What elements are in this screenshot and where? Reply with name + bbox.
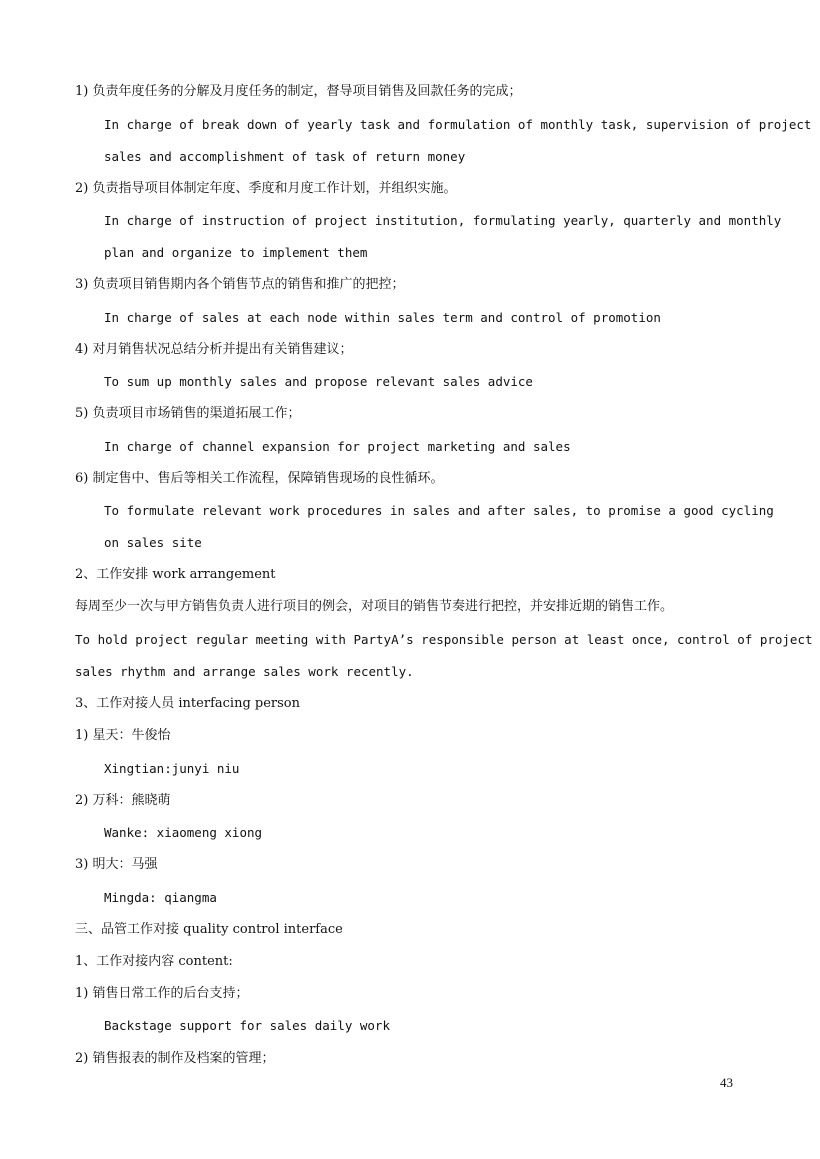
contact-1-en: Xingtian:junyi niu xyxy=(104,761,240,776)
item-2-zh: 2) 负责指导项目体制定年度、季度和月度工作计划，并组织实施。 xyxy=(75,181,457,196)
item-6-en-line1: To formulate relevant work procedures in sales and after sales, to promise a good cycling xyxy=(104,503,774,518)
section-work-arrangement-heading: 2、工作安排 work arrangement xyxy=(75,567,276,582)
item-2-en-line2: plan and organize to implement them xyxy=(104,245,368,260)
item-6-en-line2: on sales site xyxy=(104,535,202,550)
contact-2-zh: 2) 万科：熊晓萌 xyxy=(75,793,171,808)
contact-1-zh: 1) 星天：牛俊怡 xyxy=(75,728,171,743)
work-arrangement-en-line1: To hold project regular meeting with PartyA’s responsible person at least once, control of project xyxy=(75,632,813,647)
section-quality-control-heading: 三、品管工作对接 quality control interface xyxy=(75,922,343,937)
item-1-en-line2: sales and accomplishment of task of return money xyxy=(104,149,466,164)
qc-item-2-zh: 2) 销售报表的制作及档案的管理； xyxy=(75,1051,275,1066)
contact-2-en: Wanke: xiaomeng xiong xyxy=(104,825,263,840)
work-arrangement-zh: 每周至少一次与甲方销售负责人进行项目的例会，对项目的销售节奏进行把控，并安排近期的销售工作。 xyxy=(75,599,674,614)
contact-3-zh: 3) 明大：马强 xyxy=(75,857,158,872)
qc-item-1-en: Backstage support for sales daily work xyxy=(104,1018,390,1033)
item-5-zh: 5) 负责项目市场销售的渠道拓展工作； xyxy=(75,406,301,421)
item-2-en-line1: In charge of instruction of project institution, formulating yearly, quarterly and monthly xyxy=(104,213,782,228)
item-6-zh: 6) 制定售中、售后等相关工作流程，保障销售现场的良性循环。 xyxy=(75,471,444,486)
item-4-zh: 4) 对月销售状况总结分析并提出有关销售建议； xyxy=(75,342,353,357)
section-interfacing-person-heading: 3、工作对接人员 interfacing person xyxy=(75,696,300,711)
item-5-en: In charge of channel expansion for project marketing and sales xyxy=(104,439,571,454)
qc-item-1-zh: 1) 销售日常工作的后台支持； xyxy=(75,986,249,1001)
item-1-zh: 1) 负责年度任务的分解及月度任务的制定，督导项目销售及回款任务的完成； xyxy=(75,84,522,99)
contact-3-en: Mingda: qiangma xyxy=(104,890,217,905)
page-number: 43 xyxy=(720,1075,733,1090)
item-4-en: To sum up monthly sales and propose relevant sales advice xyxy=(104,374,533,389)
work-arrangement-en-line2: sales rhythm and arrange sales work recently. xyxy=(75,664,414,679)
item-1-en-line1: In charge of break down of yearly task and formulation of monthly task, supervision of project xyxy=(104,117,812,132)
item-3-zh: 3) 负责项目销售期内各个销售节点的销售和推广的把控； xyxy=(75,277,405,292)
item-3-en: In charge of sales at each node within sales term and control of promotion xyxy=(104,310,661,325)
subsection-content-heading: 1、工作对接内容 content: xyxy=(75,954,233,969)
